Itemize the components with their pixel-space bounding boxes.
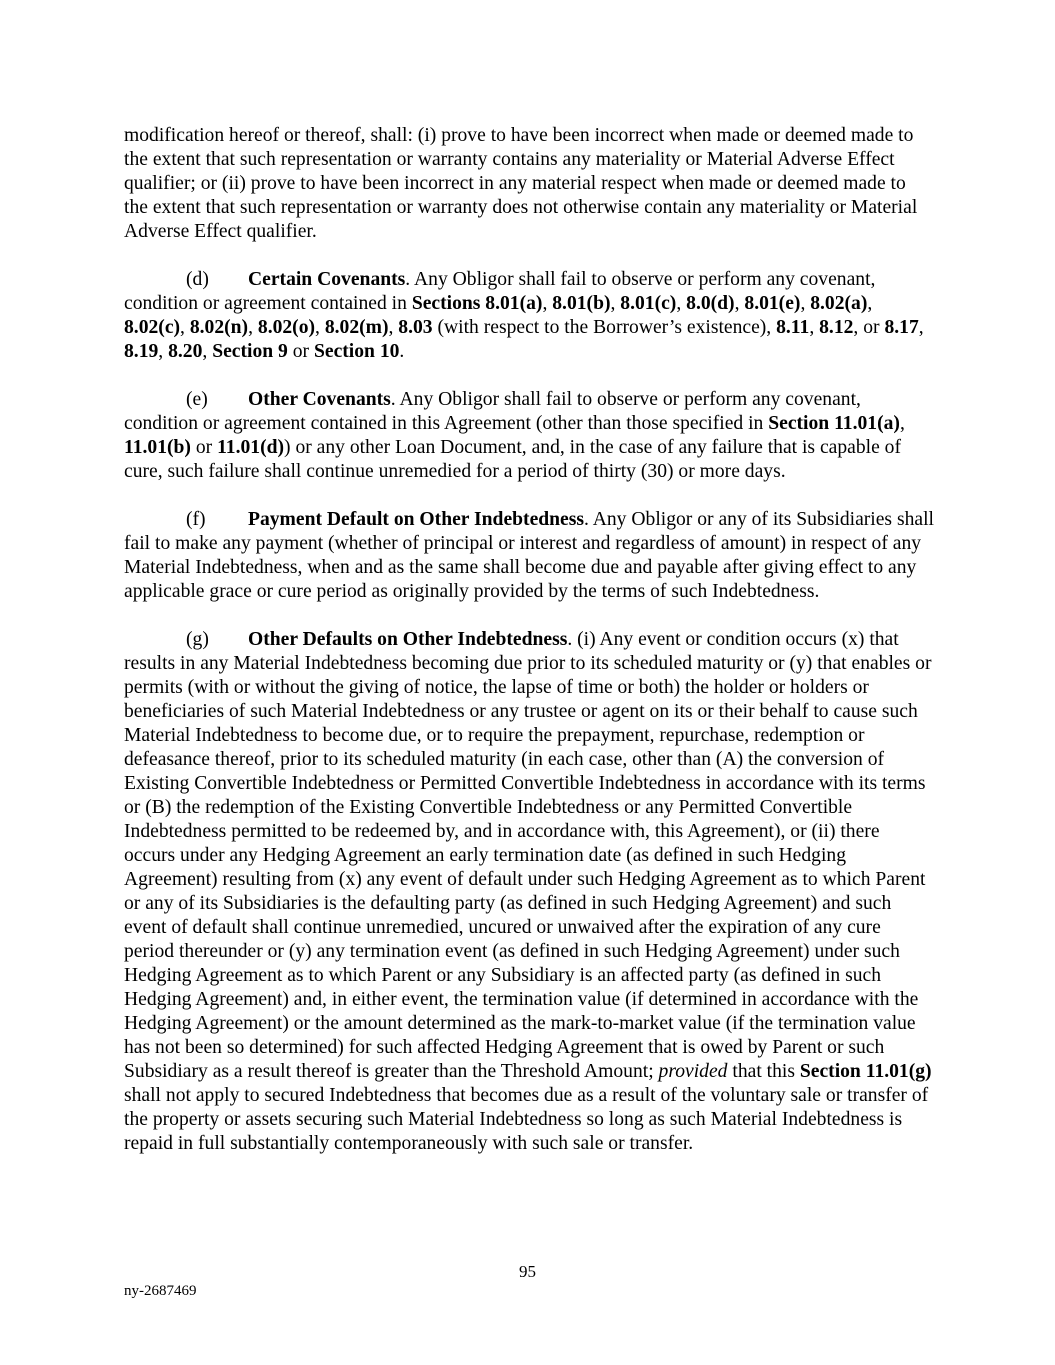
separator: , — [809, 317, 820, 338]
section-e-text: . Any Obligor shall fail to observe or perform any covenant, condition or agreement contained in this Agreement (other than those specified in — [124, 389, 861, 434]
section-ref: 11.01(d) — [217, 437, 285, 458]
section-e-label: (e) — [186, 389, 208, 410]
section-d-heading: Certain Covenants — [248, 269, 406, 290]
separator: , — [202, 341, 213, 362]
section-ref: 8.01(b) — [552, 293, 611, 314]
separator: , — [867, 293, 873, 314]
separator: , — [248, 317, 258, 338]
separator: , — [388, 317, 399, 338]
separator: , — [734, 293, 745, 314]
separator: , — [315, 317, 325, 338]
section-ref: 8.02(o) — [257, 317, 316, 338]
section-ref: 8.0(d) — [686, 293, 735, 314]
section-f-label: (f) — [186, 509, 206, 530]
section-f-text: . Any Obligor or any of its Subsidiaries shall fail to make any payment (whether of principal or interest and regardless of amount) in respect of any Material Indebtedness, when and as the same shall become due and payable after giving effect to any applicable grace or cure period as originally provided by the terms of such Indebtedness. — [124, 509, 934, 602]
section-ref: Section 11.01(a) — [768, 413, 900, 434]
section-g-label: (g) — [186, 629, 209, 650]
separator: , — [800, 293, 811, 314]
separator: , — [542, 293, 553, 314]
section-ref: 8.17 — [884, 317, 919, 338]
separator: , — [676, 293, 687, 314]
separator: , — [899, 413, 905, 434]
section-g-heading: Other Defaults on Other Indebtedness — [248, 629, 568, 650]
section-ref: Sections 8.01(a) — [411, 293, 543, 314]
section-ref: Section 11.01(g) — [799, 1061, 932, 1082]
document-id: ny-2687469 — [124, 1283, 197, 1299]
separator: , or — [853, 317, 885, 338]
section-ref: 11.01(b) — [124, 437, 191, 458]
separator: , — [610, 293, 621, 314]
section-f-paragraph — [124, 508, 934, 604]
intro-text: modification hereof or thereof, shall: (i) prove to have been incorrect when made or deemed made to the extent that such representation or warranty contains any materiality or Material Adverse Effect qualifier; or (ii) prove to have been incorrect in any material respect when made or deemed made to the extent that such representation or warranty does not otherwise contain any materiality or Material Adverse Effect qualifier. — [124, 125, 918, 242]
section-g-text: that this — [727, 1061, 800, 1082]
section-d-label: (d) — [186, 269, 209, 290]
separator: (with respect to the Borrower’s existence), — [432, 317, 777, 338]
section-ref: Section 10 — [313, 341, 400, 362]
section-ref: Section 9 — [212, 341, 288, 362]
section-g-text: . (i) Any event or condition occurs (x) that results in any Material Indebtedness becoming due prior to its scheduled maturity or (y) that enables or permits (with or without the giving of notice, the lapse of time or both) the holder or holders or beneficiaries of such Material Indebtedness or any trustee or agent on its or their behalf to cause such Material Indebtedness to become due, or to require the prepayment, repurchase, redemption or defeasance thereof, prior to its scheduled maturity (in each case, other than (A) the conversion of Existing Convertible Indebtedness or Permitted Convertible Indebtedness in accordance with its terms or (B) the redemption of the Existing Convertible Indebtedness or any Permitted Convertible Indebtedness permitted to be redeemed by, and in accordance with, this Agreement), or (ii) there occurs under any Hedging Agreement an early termination date (as defined in such Hedging Agreement) resulting from (x) any event of default under such Hedging Agreement as to which Parent or any of its Subsidiaries is the defaulting party (as defined in such Hedging Agreement) and such event of default shall continue unremedied, uncured or unwaived after the expiration of any cure period thereunder or (y) any termination event (as defined in such Hedging Agreement) under such Hedging Agreement as to which Parent or any Subsidiary is an affected party (as defined in such Hedging Agreement) and, in either event, the termination value (if determined in accordance with the Hedging Agreement) or the amount determined as the mark-to-market value (if the termination value has not been so determined) for such affected Hedging Agreement that is owed by Parent or such Subsidiary as a result thereof is greater than the Threshold Amount; — [124, 629, 932, 1082]
section-f-heading: Payment Default on Other Indebtedness — [248, 509, 585, 530]
section-d-text: . Any Obligor shall fail to observe or perform any covenant, condition or agreement contained in — [124, 269, 876, 314]
page-number: 95 — [519, 1262, 536, 1281]
section-e-heading: Other Covenants — [248, 389, 391, 410]
separator: , — [158, 341, 169, 362]
section-e-paragraph — [124, 388, 934, 484]
section-d-paragraph — [124, 268, 934, 364]
section-ref: 8.01(e) — [744, 293, 801, 314]
section-ref: 8.01(c) — [620, 293, 677, 314]
section-ref: 8.02(n) — [189, 317, 249, 338]
separator: . — [399, 341, 405, 362]
separator: or — [190, 437, 218, 458]
section-ref: 8.03 — [398, 317, 433, 338]
separator: or — [287, 341, 314, 362]
proviso-term: provided — [658, 1061, 728, 1082]
section-g-text: shall not apply to secured Indebtedness that becomes due as a result of the voluntary sale or transfer of the property or assets securing such Material Indebtedness so long as such Material Indebtedness is repaid in full substantially contemporaneously with such sale or transfer. — [124, 1085, 929, 1154]
section-ref: 8.12 — [819, 317, 854, 338]
section-ref: 8.02(c) — [124, 317, 181, 338]
separator: , — [918, 317, 924, 338]
intro-paragraph — [124, 124, 934, 244]
document-body — [124, 124, 934, 1180]
separator: , — [180, 317, 190, 338]
section-ref: 8.11 — [776, 317, 810, 338]
section-ref: 8.19 — [124, 341, 159, 362]
section-e-text: ) or any other Loan Document, and, in the case of any failure that is capable of cure, such failure shall continue unremedied for a period of thirty (30) or more days. — [124, 437, 901, 482]
section-ref: 8.02(a) — [810, 293, 868, 314]
section-ref: 8.02(m) — [324, 317, 389, 338]
section-ref: 8.20 — [168, 341, 203, 362]
section-g-paragraph — [124, 628, 934, 1156]
